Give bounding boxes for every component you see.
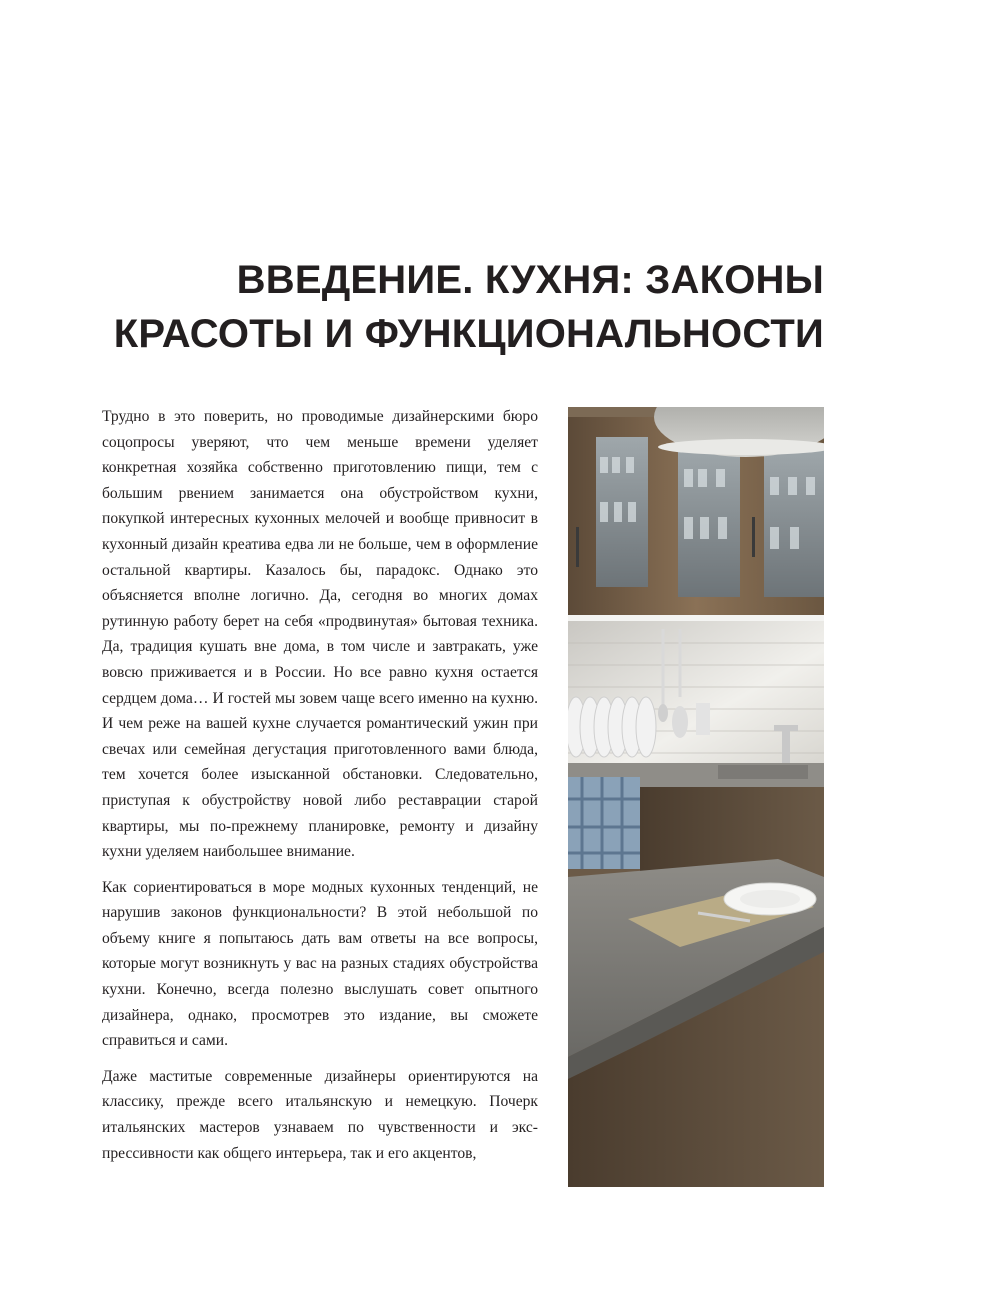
chapter-title: [100, 253, 824, 361]
kitchen-photo: [568, 407, 824, 1187]
paragraph-2: Как сориентироваться в море модных кухонных тенденций, не нарушив законов функциональности? В этой небольшой по объему книге я попытаюсь дать вам ответы на все вопросы, которые могут возникнуть у вас на разных стадиях обустройства кухни. Конечно, всегда полезно выслушать совет опытного дизайнера, однако, просмотрев это издание, вы сможете справиться и сами.: [102, 878, 538, 1050]
kitchen-illustration: [568, 407, 824, 1187]
body-text: [102, 404, 538, 1176]
paragraph-3: Даже маститые современные дизайнеры ориентируются на классику, прежде всего итальянскую и немецкую. Почерк итальянских мастеров узнаваем по чувственности и экспрессивности как общего интерьера, так и его акцентов,: [102, 1067, 538, 1162]
paragraph-1: Трудно в это поверить, но проводимые дизайнерскими бюро соцопросы уверяют, что чем меньше времени уделяет конкретная хозяйка собственно приготовлению пищи, тем с большим рвением занимается она обустройством кухни, покупкой интересных кухонных мелочей и вообще привносит в кухонный дизайн креатива едва ли не больше, чем в оформление остальной квартиры. Казалось бы, парадокс. Однако это объясняется вполне логично. Да, сегодня во многих домах рутинную работу берет на себя «продвинутая» бытовая техника. Да, традиция кушать вне дома, в том числе и завтракать, уже вовсю приживается и в России. Но все равно кухня остается сердцем дома… И гостей мы зовем чаще всего именно на кухню. И чем реже на вашей кухне случается романтический ужин при свечах или семейная дегустация приготовленного вами блюда, тем хочется более изысканной обстановки. Следовательно, приступая к обустройству новой либо реставрации старой квартиры, мы по-прежнему планировке, ремонту и дизайну кухни уделяем наибольшее внимание.: [102, 408, 538, 861]
chapter-title-line-2: КРАСОТЫ И ФУНКЦИОНАЛЬНОСТИ: [113, 312, 824, 356]
chapter-title-line-1: ВВЕДЕНИЕ. КУХНЯ: ЗАКОНЫ: [236, 258, 824, 302]
